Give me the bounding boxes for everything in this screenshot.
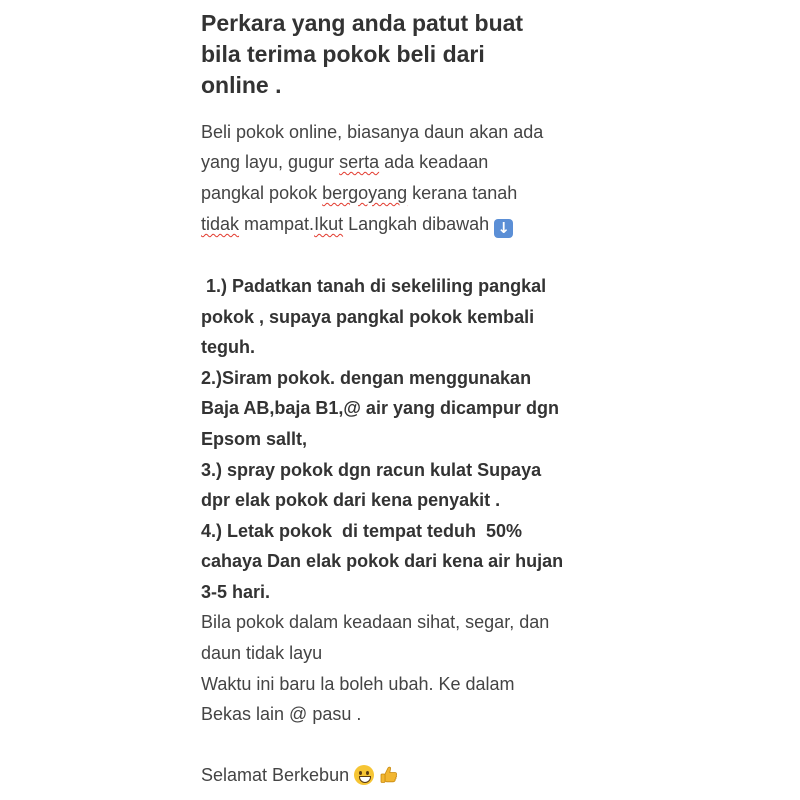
step-line: 3-5 hari. [201,582,271,602]
misspelled-word[interactable]: bergoyang [322,183,408,203]
title-line: Perkara yang anda patut buat [201,10,524,36]
title-line: bila terima pokok beli dari [201,41,485,67]
step-line: dpr elak pokok dari kena penyakit . [201,490,501,510]
body-line: tidak mampat.Ikut Langkah dibawah ↓ [201,209,513,239]
step-line: Baja AB,baja B1,@ air yang dicampur dgn [201,398,559,418]
step-line: 1.) Padatkan tanah di sekeliling pangkal [201,276,547,296]
step-line: pokok , supaya pangkal pokok kembali [201,307,535,327]
signoff-line: Selamat Berkebun [201,760,399,790]
grinning-face-emoji-icon [354,765,374,785]
body-line: daun tidak layu [201,643,323,663]
body-line: yang layu, gugur serta ada keadaan [201,152,489,172]
body-line: Beli pokok online, biasanya daun akan ada [201,122,544,142]
body-line: pangkal pokok bergoyang kerana tanah [201,183,518,203]
step-line: 3.) spray pokok dgn racun kulat Supaya [201,460,542,480]
note-title[interactable] [201,8,621,101]
step-line: 4.) Letak pokok di tempat teduh 50% [201,521,523,541]
misspelled-word[interactable]: serta [339,152,380,172]
step-line: 2.)Siram pokok. dengan menggunakan [201,368,532,388]
step-line: cahaya Dan elak pokok dari kena air hujan [201,551,564,571]
body-line: Bila pokok dalam keadaan sihat, segar, dan [201,612,550,632]
arrow-down-emoji-icon: ↓ [494,219,513,238]
misspelled-word[interactable]: tidak [201,214,240,234]
step-line: teguh. [201,337,255,357]
misspelled-word[interactable]: Ikut [314,214,344,234]
thumbs-up-emoji-icon [379,765,399,785]
step-line: Epsom sallt, [201,429,308,449]
body-line: Waktu ini baru la boleh ubah. Ke dalam [201,674,515,694]
title-line: online . [201,72,282,98]
body-line: Bekas lain @ pasu . [201,704,362,724]
